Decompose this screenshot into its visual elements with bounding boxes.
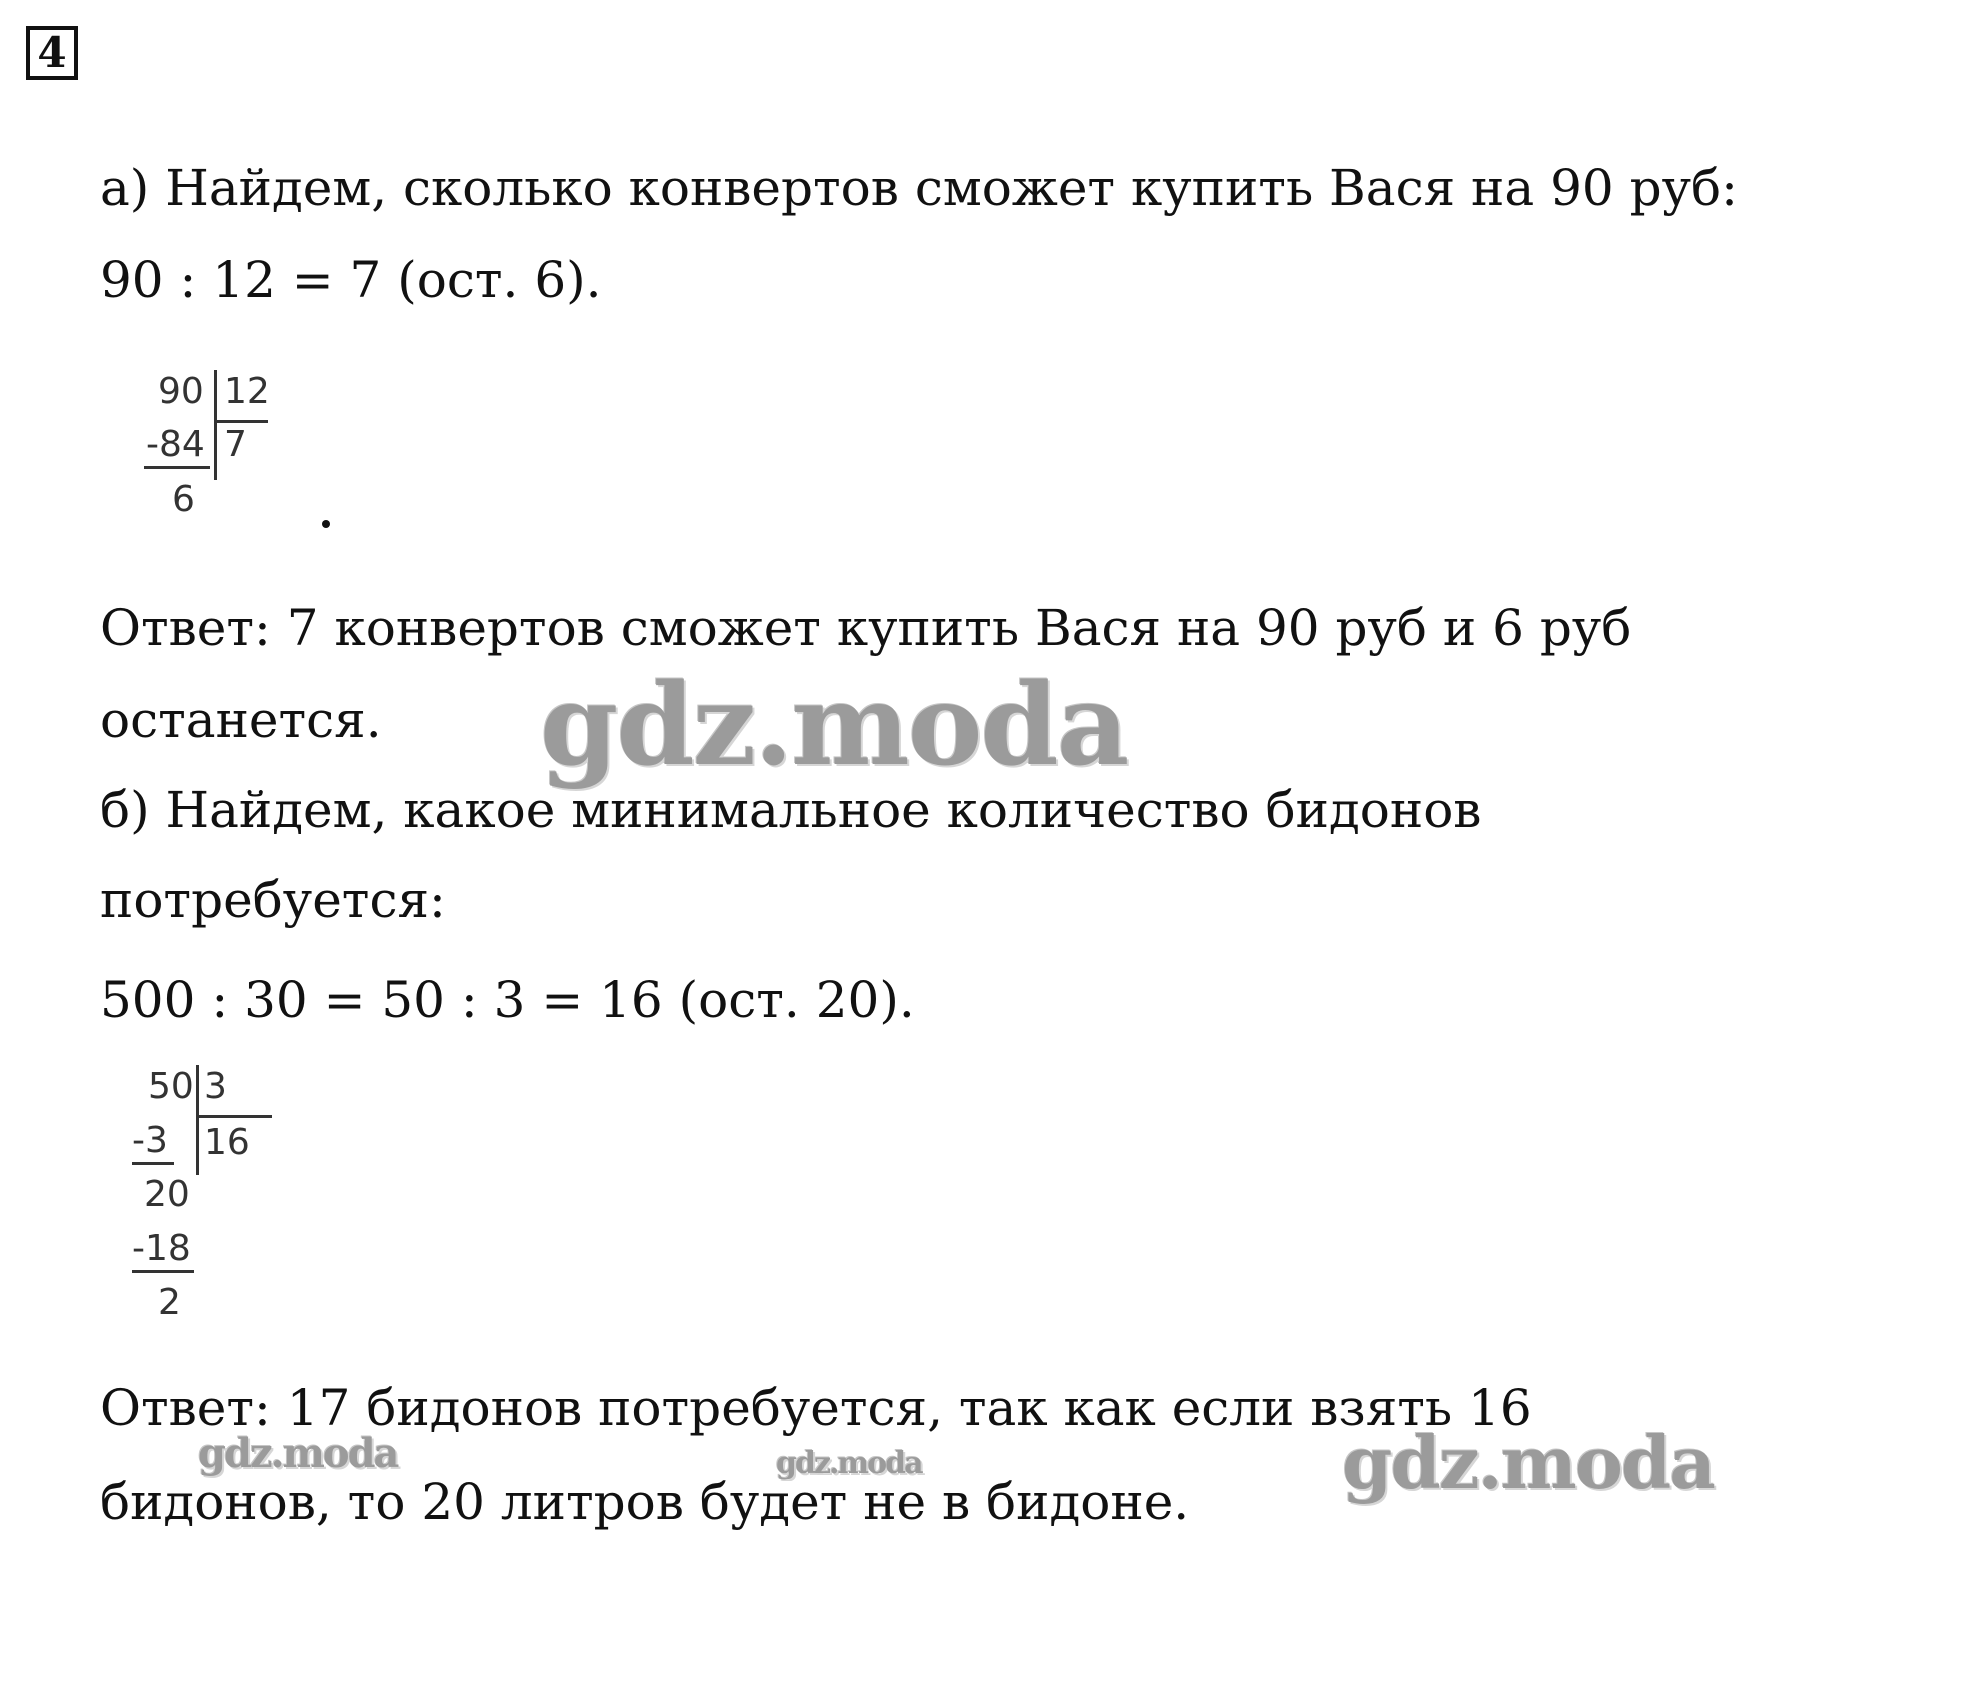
period-mark	[322, 520, 330, 528]
division-divisor-rule	[214, 420, 268, 423]
remainder: 2	[158, 1282, 181, 1323]
part-b-intro-line2: потребуется:	[100, 871, 446, 929]
division-vertical-rule	[196, 1065, 199, 1175]
watermark-small-left: gdz.moda	[198, 1430, 398, 1477]
part-b-intro-line1: б) Найдем, какое минимальное количество бидонов	[100, 781, 1482, 839]
subtrahend-underline	[144, 466, 210, 469]
divisor: 3	[204, 1066, 227, 1107]
dividend: 90	[158, 371, 204, 412]
watermark-medium-right: gdz.moda	[1342, 1420, 1714, 1505]
part-a-intro: а) Найдем, сколько конвертов сможет купить Вася на 90 руб:	[100, 159, 1738, 217]
watermark-small-center: gdz.moda	[776, 1446, 922, 1481]
part-a-long-division	[140, 370, 300, 530]
part-a-answer-line1: Ответ: 7 конвертов сможет купить Вася на 90 руб и 6 руб	[100, 599, 1632, 657]
subtrahend-1-underline	[132, 1162, 174, 1165]
part-b-answer-line1: Ответ: 17 бидонов потребуется, так как если взять 16	[100, 1379, 1532, 1437]
division-divisor-rule	[196, 1115, 272, 1118]
partial-dividend: 20	[144, 1174, 190, 1215]
watermark-large: gdz.moda	[540, 660, 1128, 791]
remainder: 6	[172, 479, 195, 520]
division-vertical-rule	[214, 370, 217, 480]
quotient: 16	[204, 1122, 250, 1163]
task-number: 4	[26, 26, 78, 80]
part-b-answer-line2: бидонов, то 20 литров будет не в бидоне.	[100, 1473, 1190, 1531]
subtrahend-1: -3	[132, 1120, 168, 1161]
part-b-long-division	[130, 1065, 300, 1335]
part-a-equation: 90 : 12 = 7 (ост. 6).	[100, 251, 602, 309]
part-a-answer-line2: останется.	[100, 691, 382, 749]
divisor: 12	[224, 371, 270, 412]
subtrahend-2: -18	[132, 1228, 191, 1269]
dividend: 50	[148, 1066, 194, 1107]
part-b-equation: 500 : 30 = 50 : 3 = 16 (ост. 20).	[100, 971, 915, 1029]
quotient: 7	[224, 424, 247, 465]
subtrahend: -84	[146, 424, 205, 465]
subtrahend-2-underline	[132, 1270, 194, 1273]
